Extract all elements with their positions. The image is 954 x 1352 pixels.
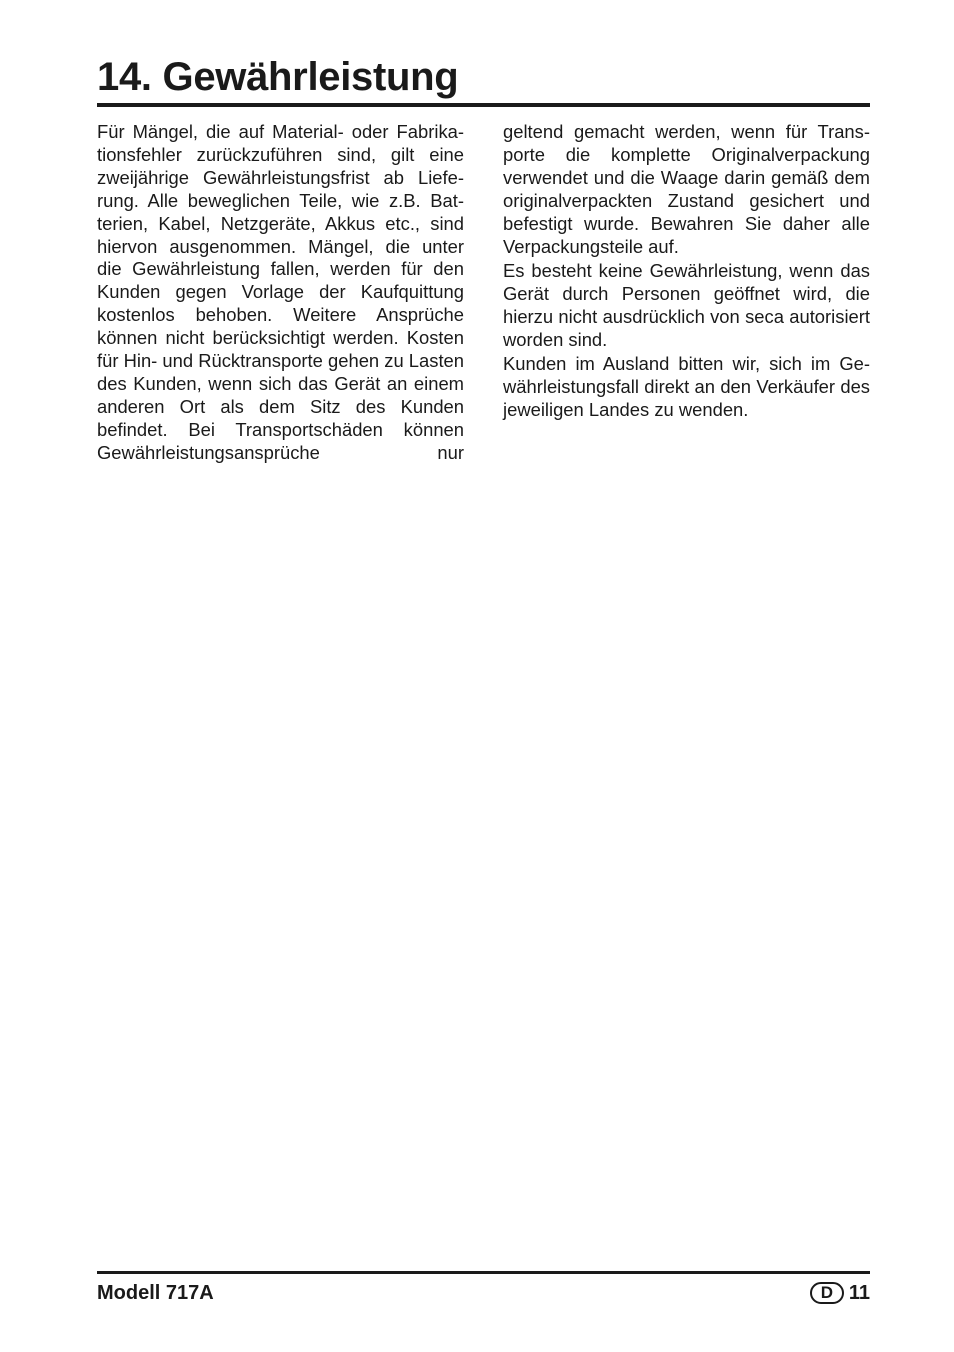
page-title: 14. Gewährleistung [97,55,459,99]
title-divider [97,103,870,107]
footer-page-info [810,1279,870,1307]
paragraph-no-warranty: Es besteht keine Gewährleistung, wenn das Gerät durch Personen geöffnet wird, die hierzu nicht ausdrücklich von seca autorisiert worden sind. [503,259,870,350]
text-column-right [503,121,870,422]
footer-model-name: Modell 717A [97,1282,214,1304]
paragraph-abroad-customers: Kunden im Ausland bitten wir, sich im Gewährleistungsfall direkt an den Verkäufer des jeweiligen Landes zu wenden. [503,353,870,420]
page-number: 11 [848,1282,870,1304]
page-footer [97,1279,870,1307]
paragraph-warranty-terms: Für Mängel, die auf Material- oder Fabrikationsfehler zurückzuführen sind, gilt eine zweijährige Gewährleistungsfrist ab Lieferung. Alle beweglichen Teile, wie z.B. Batterien, Kabel, Netzgeräte, Akkus etc., sind hiervon ausgenommen. Mängel, die unter die Gewährleistung fallen, werden für den Kunden gegen Vorlage der Kaufquittung kostenlos behoben. Weitere Ansprüche können nicht berücksichtigt werden. Kosten für Hin- und Rücktransporte gehen zu Lasten des Kunden, wenn sich das Gerät an einem anderen Ort als dem Sitz des Kunden befindet. Bei Transportschäden können Gewährleistungsansprüche nur [97,121,465,463]
language-badge: D [810,1282,844,1304]
footer-divider [97,1271,870,1274]
paragraph-transport-packaging: geltend gemacht werden, wenn für Transporte die komplette Originalverpackung verwendet und die Waage darin gemäß dem originalverpackten Zustand gesichert und befestigt wurde. Bewahren Sie daher alle Verpackungsteile auf. [503,121,870,257]
text-column-left [97,121,464,465]
